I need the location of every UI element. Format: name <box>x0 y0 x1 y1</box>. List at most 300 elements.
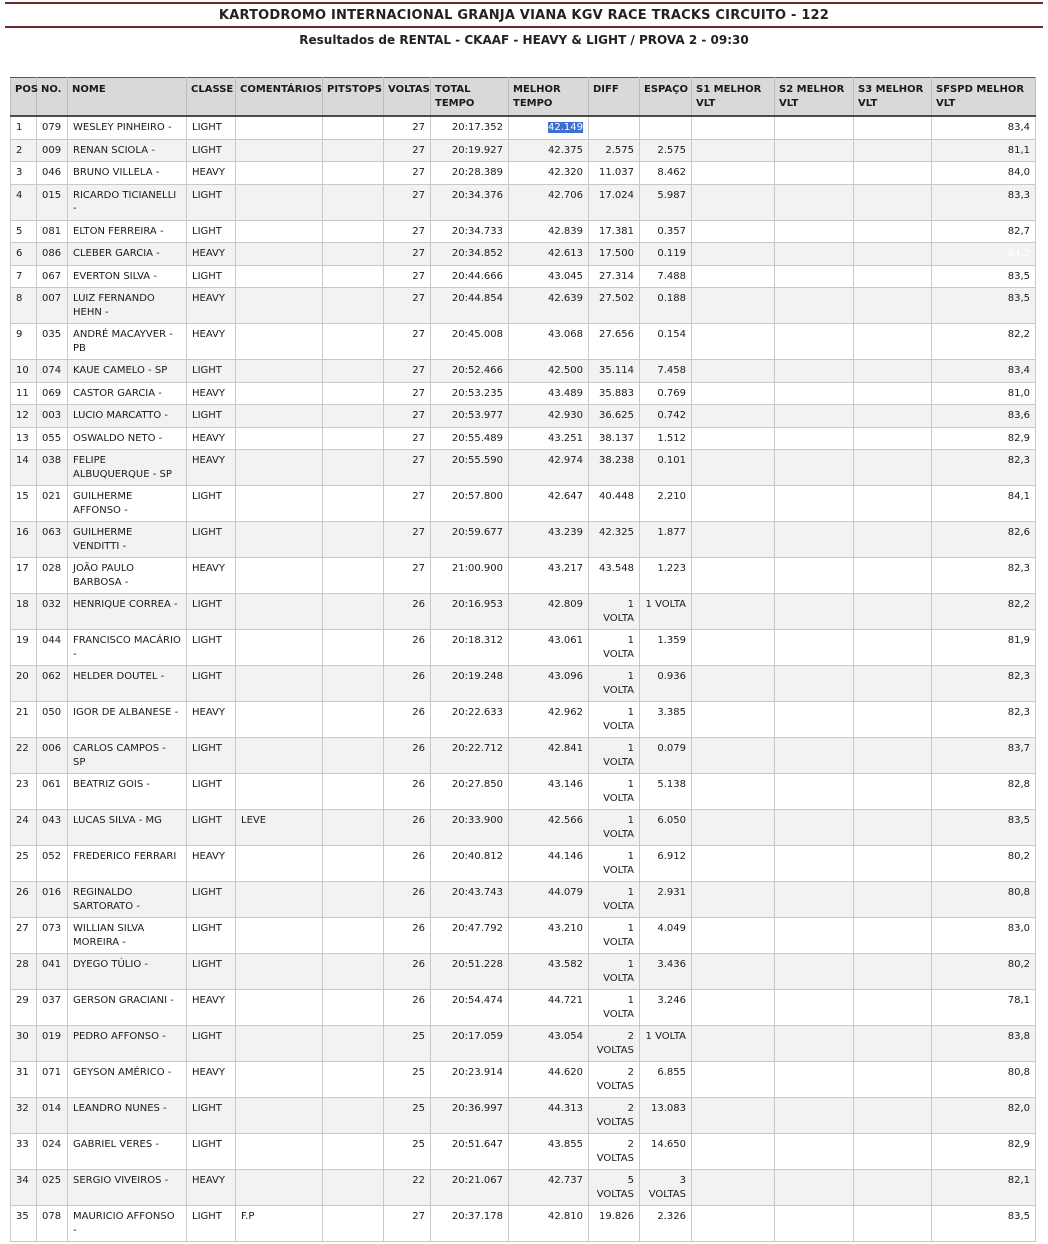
cell-pos: 21 <box>11 702 37 738</box>
cell-s1 <box>692 1026 775 1062</box>
cell-s3 <box>854 666 932 702</box>
cell-pos: 1 <box>11 116 37 139</box>
cell-s2 <box>775 810 854 846</box>
cell-voltas: 27 <box>384 427 431 450</box>
cell-sfspd: 84,2 <box>932 243 1036 266</box>
cell-s2 <box>775 954 854 990</box>
table-row <box>11 405 1036 428</box>
cell-diff: 1 VOLTA <box>589 810 640 846</box>
cell-total: 20:34.376 <box>431 184 509 220</box>
cell-pitstops <box>323 116 384 139</box>
cell-sfspd: 83,7 <box>932 738 1036 774</box>
cell-total: 20:17.352 <box>431 116 509 139</box>
cell-comentarios <box>236 220 323 243</box>
column-header-voltas: VOLTAS <box>384 78 431 117</box>
cell-voltas: 25 <box>384 1026 431 1062</box>
cell-total: 20:53.235 <box>431 382 509 405</box>
cell-comentarios <box>236 954 323 990</box>
cell-voltas: 26 <box>384 846 431 882</box>
cell-classe: LIGHT <box>187 265 236 288</box>
cell-sfspd: 83,3 <box>932 184 1036 220</box>
cell-sfspd: 83,8 <box>932 1026 1036 1062</box>
cell-pitstops <box>323 630 384 666</box>
cell-s2 <box>775 450 854 486</box>
cell-voltas: 26 <box>384 666 431 702</box>
cell-diff: 1 VOLTA <box>589 918 640 954</box>
cell-sfspd: 81,1 <box>932 139 1036 162</box>
cell-no: 038 <box>37 450 68 486</box>
cell-comentarios <box>236 630 323 666</box>
cell-comentarios <box>236 450 323 486</box>
cell-nome: GERSON GRACIANI - <box>68 990 187 1026</box>
cell-no: 044 <box>37 630 68 666</box>
cell-classe: LIGHT <box>187 954 236 990</box>
cell-diff: 19.826 <box>589 1206 640 1242</box>
cell-pos: 35 <box>11 1206 37 1242</box>
column-header-melhor: MELHOR TEMPO <box>509 78 589 117</box>
cell-s1 <box>692 116 775 139</box>
cell-s2 <box>775 265 854 288</box>
cell-nome: RENAN SCIOLA - <box>68 139 187 162</box>
table-row <box>11 558 1036 594</box>
cell-sfspd: 83,5 <box>932 810 1036 846</box>
cell-diff: 2 VOLTAS <box>589 1026 640 1062</box>
cell-s2 <box>775 1206 854 1242</box>
cell-no: 009 <box>37 139 68 162</box>
cell-classe: HEAVY <box>187 382 236 405</box>
cell-classe: LIGHT <box>187 405 236 428</box>
cell-s2 <box>775 162 854 185</box>
cell-pitstops <box>323 1098 384 1134</box>
cell-comentarios: LEVE <box>236 810 323 846</box>
cell-espaco: 2.326 <box>640 1206 692 1242</box>
cell-pitstops <box>323 220 384 243</box>
cell-total: 20:57.800 <box>431 486 509 522</box>
cell-voltas: 26 <box>384 810 431 846</box>
cell-comentarios <box>236 1170 323 1206</box>
cell-s1 <box>692 702 775 738</box>
cell-nome: GABRIEL VERES - <box>68 1134 187 1170</box>
cell-total: 20:34.733 <box>431 220 509 243</box>
table-row <box>11 220 1036 243</box>
cell-nome: ELTON FERREIRA - <box>68 220 187 243</box>
cell-total: 20:19.248 <box>431 666 509 702</box>
cell-melhor: 42.613 <box>509 243 589 266</box>
cell-total: 20:27.850 <box>431 774 509 810</box>
cell-pos: 19 <box>11 630 37 666</box>
cell-s2 <box>775 288 854 324</box>
cell-classe: LIGHT <box>187 360 236 383</box>
cell-espaco: 1 VOLTA <box>640 594 692 630</box>
cell-comentarios <box>236 382 323 405</box>
cell-s1 <box>692 427 775 450</box>
cell-no: 037 <box>37 990 68 1026</box>
cell-pitstops <box>323 990 384 1026</box>
cell-classe: HEAVY <box>187 243 236 266</box>
cell-diff: 40.448 <box>589 486 640 522</box>
cell-no: 007 <box>37 288 68 324</box>
cell-s3 <box>854 382 932 405</box>
cell-voltas: 27 <box>384 382 431 405</box>
cell-pitstops <box>323 162 384 185</box>
cell-nome: MAURICIO AFFONSO - <box>68 1206 187 1242</box>
cell-s3 <box>854 265 932 288</box>
cell-comentarios: F.P <box>236 1206 323 1242</box>
cell-classe: LIGHT <box>187 522 236 558</box>
cell-espaco: 1.359 <box>640 630 692 666</box>
cell-diff: 5 VOLTAS <box>589 1170 640 1206</box>
cell-pos: 16 <box>11 522 37 558</box>
cell-pos: 30 <box>11 1026 37 1062</box>
cell-espaco: 13.083 <box>640 1098 692 1134</box>
cell-melhor <box>509 116 589 139</box>
cell-diff: 2 VOLTAS <box>589 1134 640 1170</box>
cell-s3 <box>854 162 932 185</box>
cell-classe: HEAVY <box>187 1062 236 1098</box>
cell-espaco: 0.742 <box>640 405 692 428</box>
cell-s3 <box>854 427 932 450</box>
cell-sfspd: 82,1 <box>932 1170 1036 1206</box>
cell-s1 <box>692 486 775 522</box>
cell-s1 <box>692 882 775 918</box>
table-row <box>11 1098 1036 1134</box>
cell-sfspd: 82,9 <box>932 1134 1036 1170</box>
cell-sfspd: 82,2 <box>932 324 1036 360</box>
cell-nome: ANDRÉ MACAYVER - PB <box>68 324 187 360</box>
cell-comentarios <box>236 558 323 594</box>
cell-classe: LIGHT <box>187 1098 236 1134</box>
cell-s2 <box>775 738 854 774</box>
cell-nome: PEDRO AFFONSO - <box>68 1026 187 1062</box>
cell-nome: REGINALDO SARTORATO - <box>68 882 187 918</box>
cell-voltas: 26 <box>384 630 431 666</box>
cell-voltas: 27 <box>384 558 431 594</box>
cell-voltas: 27 <box>384 405 431 428</box>
cell-pitstops <box>323 288 384 324</box>
cell-sfspd: 83,4 <box>932 116 1036 139</box>
column-header-s3: S3 MELHOR VLT <box>854 78 932 117</box>
cell-total: 20:53.977 <box>431 405 509 428</box>
cell-s2 <box>775 116 854 139</box>
cell-nome: LUCIO MARCATTO - <box>68 405 187 428</box>
cell-nome: EVERTON SILVA - <box>68 265 187 288</box>
cell-espaco: 1 VOLTA <box>640 1026 692 1062</box>
cell-nome: LUCAS SILVA - MG <box>68 810 187 846</box>
cell-diff: 36.625 <box>589 405 640 428</box>
cell-pos: 17 <box>11 558 37 594</box>
cell-comentarios <box>236 405 323 428</box>
cell-classe: HEAVY <box>187 558 236 594</box>
cell-espaco: 0.079 <box>640 738 692 774</box>
cell-s3 <box>854 220 932 243</box>
cell-total: 20:55.590 <box>431 450 509 486</box>
cell-s1 <box>692 288 775 324</box>
cell-pitstops <box>323 360 384 383</box>
column-header-nome: NOME <box>68 78 187 117</box>
cell-espaco: 3.436 <box>640 954 692 990</box>
cell-classe: LIGHT <box>187 1134 236 1170</box>
cell-s1 <box>692 162 775 185</box>
cell-total: 20:23.914 <box>431 1062 509 1098</box>
cell-s3 <box>854 882 932 918</box>
cell-nome: JOÃO PAULO BARBOSA - <box>68 558 187 594</box>
cell-s2 <box>775 1098 854 1134</box>
cell-total: 20:40.812 <box>431 846 509 882</box>
cell-espaco: 8.462 <box>640 162 692 185</box>
cell-nome: FREDERICO FERRARI <box>68 846 187 882</box>
cell-comentarios <box>236 522 323 558</box>
cell-pitstops <box>323 427 384 450</box>
cell-total: 20:51.228 <box>431 954 509 990</box>
cell-sfspd: 83,4 <box>932 360 1036 383</box>
cell-s2 <box>775 360 854 383</box>
cell-classe: LIGHT <box>187 116 236 139</box>
cell-voltas: 26 <box>384 702 431 738</box>
cell-s1 <box>692 450 775 486</box>
cell-melhor: 42.375 <box>509 139 589 162</box>
table-row <box>11 1206 1036 1242</box>
cell-s2 <box>775 846 854 882</box>
cell-pos: 12 <box>11 405 37 428</box>
cell-comentarios <box>236 774 323 810</box>
table-row <box>11 702 1036 738</box>
cell-s3 <box>854 630 932 666</box>
cell-nome: RICARDO TICIANELLI - <box>68 184 187 220</box>
cell-classe: HEAVY <box>187 288 236 324</box>
cell-nome: SERGIO VIVEIROS - <box>68 1170 187 1206</box>
cell-s2 <box>775 220 854 243</box>
cell-s3 <box>854 1098 932 1134</box>
cell-pos: 20 <box>11 666 37 702</box>
cell-s1 <box>692 918 775 954</box>
cell-comentarios <box>236 702 323 738</box>
cell-s3 <box>854 243 932 266</box>
column-header-espaco: ESPAÇO <box>640 78 692 117</box>
cell-voltas: 26 <box>384 882 431 918</box>
table-row <box>11 630 1036 666</box>
cell-pos: 13 <box>11 427 37 450</box>
cell-diff: 1 VOLTA <box>589 738 640 774</box>
cell-s2 <box>775 630 854 666</box>
cell-diff: 43.548 <box>589 558 640 594</box>
cell-sfspd: 80,2 <box>932 954 1036 990</box>
table-row <box>11 450 1036 486</box>
cell-nome: GEYSON AMÉRICO - <box>68 1062 187 1098</box>
cell-s1 <box>692 1098 775 1134</box>
table-row <box>11 738 1036 774</box>
cell-espaco: 1.223 <box>640 558 692 594</box>
cell-espaco: 6.050 <box>640 810 692 846</box>
cell-total: 21:00.900 <box>431 558 509 594</box>
header-row <box>11 78 1036 117</box>
cell-classe: HEAVY <box>187 846 236 882</box>
cell-s1 <box>692 324 775 360</box>
cell-no: 069 <box>37 382 68 405</box>
cell-s1 <box>692 558 775 594</box>
cell-s1 <box>692 954 775 990</box>
cell-melhor: 43.582 <box>509 954 589 990</box>
cell-total: 20:34.852 <box>431 243 509 266</box>
cell-voltas: 25 <box>384 1098 431 1134</box>
cell-sfspd: 82,2 <box>932 594 1036 630</box>
selected-best-lap-value: 42.149 <box>548 122 583 133</box>
cell-classe: HEAVY <box>187 324 236 360</box>
cell-s3 <box>854 1134 932 1170</box>
cell-diff: 42.325 <box>589 522 640 558</box>
cell-espaco: 5.987 <box>640 184 692 220</box>
cell-sfspd: 83,0 <box>932 918 1036 954</box>
table-row <box>11 882 1036 918</box>
cell-melhor: 44.620 <box>509 1062 589 1098</box>
cell-sfspd: 83,6 <box>932 405 1036 428</box>
cell-melhor: 42.320 <box>509 162 589 185</box>
cell-s2 <box>775 666 854 702</box>
cell-s3 <box>854 360 932 383</box>
cell-total: 20:51.647 <box>431 1134 509 1170</box>
cell-pos: 22 <box>11 738 37 774</box>
cell-s2 <box>775 882 854 918</box>
cell-pos: 2 <box>11 139 37 162</box>
cell-comentarios <box>236 1134 323 1170</box>
cell-nome: IGOR DE ALBANESE - <box>68 702 187 738</box>
cell-s2 <box>775 139 854 162</box>
cell-pitstops <box>323 184 384 220</box>
results-table <box>10 77 1036 1242</box>
cell-pos: 15 <box>11 486 37 522</box>
cell-classe: LIGHT <box>187 139 236 162</box>
cell-total: 20:22.633 <box>431 702 509 738</box>
cell-s3 <box>854 288 932 324</box>
cell-sfspd: 82,3 <box>932 558 1036 594</box>
cell-s3 <box>854 486 932 522</box>
cell-diff: 2 VOLTAS <box>589 1062 640 1098</box>
cell-diff: 38.238 <box>589 450 640 486</box>
cell-pitstops <box>323 486 384 522</box>
cell-total: 20:44.854 <box>431 288 509 324</box>
cell-pos: 9 <box>11 324 37 360</box>
cell-pitstops <box>323 558 384 594</box>
cell-voltas: 27 <box>384 288 431 324</box>
cell-s1 <box>692 220 775 243</box>
cell-pitstops <box>323 1134 384 1170</box>
cell-s3 <box>854 702 932 738</box>
cell-no: 032 <box>37 594 68 630</box>
cell-pos: 14 <box>11 450 37 486</box>
cell-pitstops <box>323 243 384 266</box>
cell-melhor: 43.489 <box>509 382 589 405</box>
cell-pos: 7 <box>11 265 37 288</box>
cell-diff: 17.024 <box>589 184 640 220</box>
cell-comentarios <box>236 738 323 774</box>
cell-diff: 35.114 <box>589 360 640 383</box>
cell-pitstops <box>323 1026 384 1062</box>
cell-voltas: 26 <box>384 954 431 990</box>
cell-espaco: 2.210 <box>640 486 692 522</box>
cell-diff: 1 VOLTA <box>589 990 640 1026</box>
cell-diff: 17.500 <box>589 243 640 266</box>
cell-nome: GUILHERME AFFONSO - <box>68 486 187 522</box>
cell-total: 20:28.389 <box>431 162 509 185</box>
cell-melhor: 44.146 <box>509 846 589 882</box>
cell-voltas: 27 <box>384 162 431 185</box>
cell-espaco: 4.049 <box>640 918 692 954</box>
cell-nome: HELDER DOUTEL - <box>68 666 187 702</box>
cell-s2 <box>775 594 854 630</box>
cell-total: 20:47.792 <box>431 918 509 954</box>
cell-no: 043 <box>37 810 68 846</box>
column-header-comentarios: COMENTÁRIOS <box>236 78 323 117</box>
cell-espaco: 3 VOLTAS <box>640 1170 692 1206</box>
cell-total: 20:17.059 <box>431 1026 509 1062</box>
cell-diff: 1 VOLTA <box>589 666 640 702</box>
cell-espaco: 6.912 <box>640 846 692 882</box>
column-header-s2: S2 MELHOR VLT <box>775 78 854 117</box>
cell-diff: 1 VOLTA <box>589 954 640 990</box>
results-table-header <box>11 78 1036 117</box>
cell-no: 014 <box>37 1098 68 1134</box>
cell-total: 20:37.178 <box>431 1206 509 1242</box>
cell-melhor: 43.251 <box>509 427 589 450</box>
cell-s1 <box>692 738 775 774</box>
cell-no: 046 <box>37 162 68 185</box>
table-row <box>11 954 1036 990</box>
cell-s1 <box>692 630 775 666</box>
cell-sfspd: 82,0 <box>932 1098 1036 1134</box>
cell-s2 <box>775 990 854 1026</box>
cell-melhor: 43.045 <box>509 265 589 288</box>
cell-melhor: 43.068 <box>509 324 589 360</box>
table-row <box>11 243 1036 266</box>
cell-espaco: 14.650 <box>640 1134 692 1170</box>
cell-pitstops <box>323 774 384 810</box>
cell-nome: WESLEY PINHEIRO - <box>68 116 187 139</box>
cell-nome: BEATRIZ GOIS - <box>68 774 187 810</box>
cell-melhor: 42.841 <box>509 738 589 774</box>
page-subtitle: Resultados de RENTAL - CKAAF - HEAVY & LIGHT / PROVA 2 - 09:30 <box>299 33 749 47</box>
cell-s1 <box>692 184 775 220</box>
cell-voltas: 25 <box>384 1062 431 1098</box>
cell-sfspd: 84,1 <box>932 486 1036 522</box>
cell-melhor: 43.054 <box>509 1026 589 1062</box>
cell-comentarios <box>236 360 323 383</box>
cell-voltas: 27 <box>384 486 431 522</box>
table-row <box>11 360 1036 383</box>
cell-classe: LIGHT <box>187 1206 236 1242</box>
cell-sfspd: 80,8 <box>932 1062 1036 1098</box>
cell-classe: LIGHT <box>187 882 236 918</box>
cell-s1 <box>692 139 775 162</box>
cell-nome: BRUNO VILLELA - <box>68 162 187 185</box>
cell-voltas: 27 <box>384 1206 431 1242</box>
cell-melhor: 44.313 <box>509 1098 589 1134</box>
cell-melhor: 43.217 <box>509 558 589 594</box>
cell-diff: 1 VOLTA <box>589 702 640 738</box>
cell-diff: 17.381 <box>589 220 640 243</box>
cell-espaco: 0.936 <box>640 666 692 702</box>
cell-espaco: 1.877 <box>640 522 692 558</box>
cell-pos: 10 <box>11 360 37 383</box>
cell-no: 050 <box>37 702 68 738</box>
cell-melhor: 42.809 <box>509 594 589 630</box>
cell-melhor: 43.239 <box>509 522 589 558</box>
cell-s2 <box>775 184 854 220</box>
cell-pos: 5 <box>11 220 37 243</box>
cell-total: 20:21.067 <box>431 1170 509 1206</box>
cell-nome: OSWALDO NETO - <box>68 427 187 450</box>
cell-espaco: 2.931 <box>640 882 692 918</box>
cell-classe: HEAVY <box>187 162 236 185</box>
cell-s3 <box>854 954 932 990</box>
